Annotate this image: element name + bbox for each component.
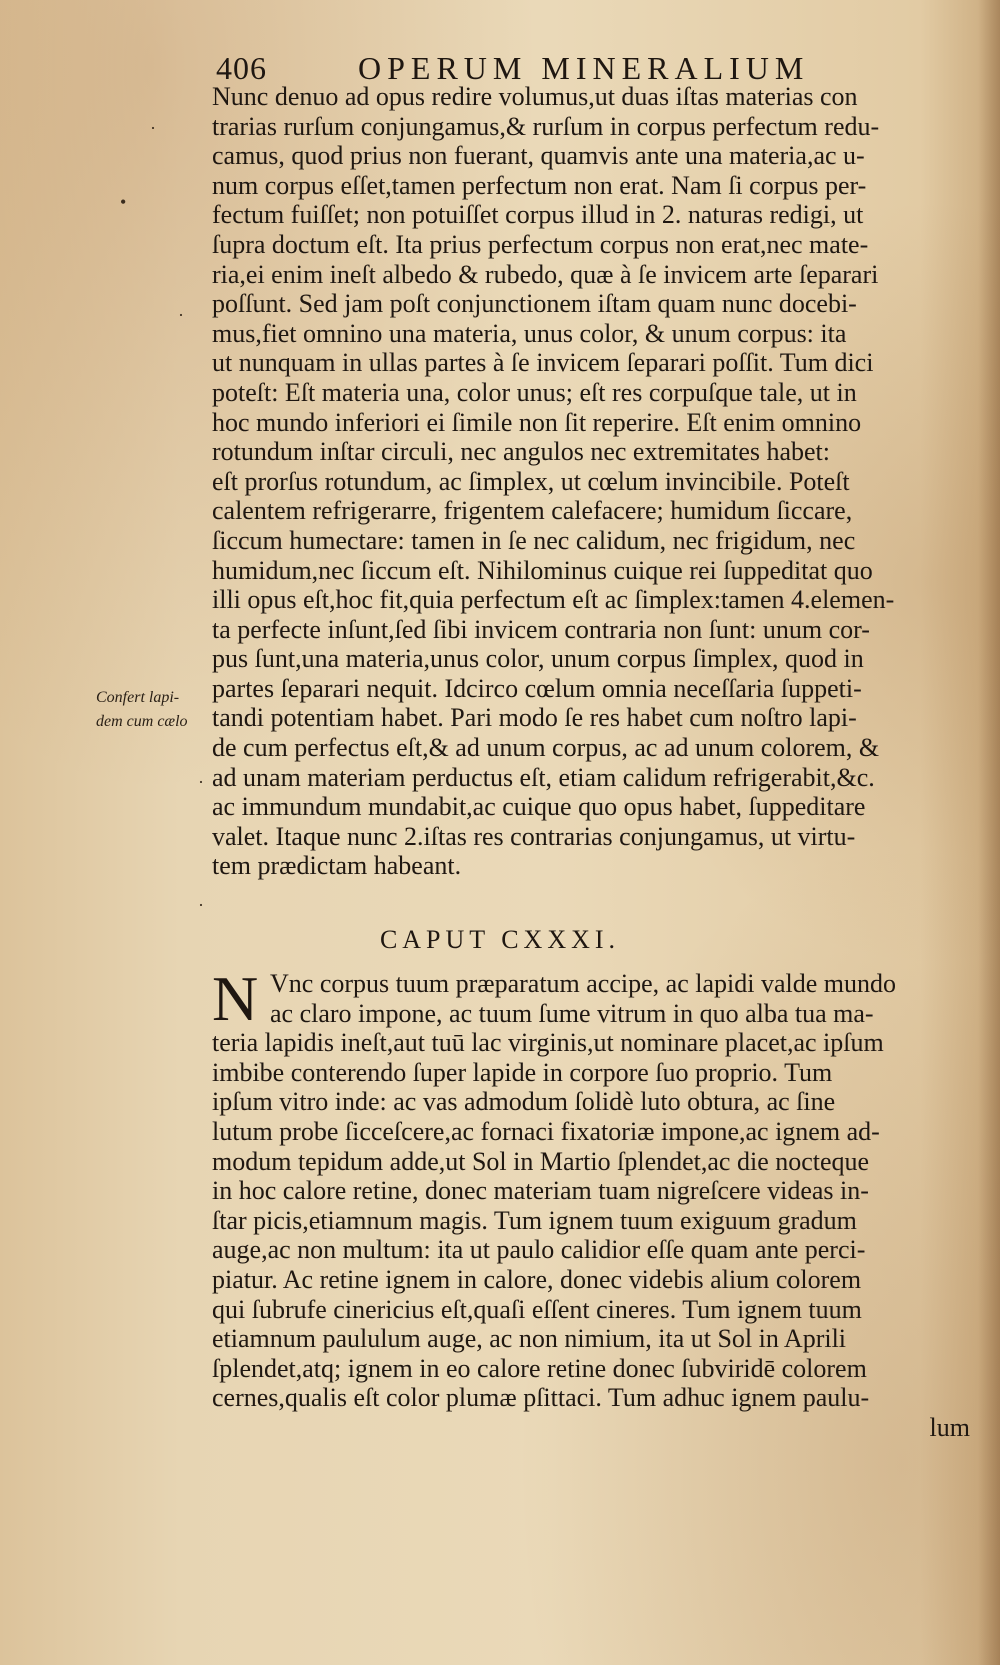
text-line: ac claro impone, ac tuum ſume vitrum in quo alba tua ma-	[270, 998, 874, 1028]
text-line: hoc mundo inferiori ei ſimile non ſit reperire. Eſt enim omnino	[212, 407, 862, 437]
text-line: camus, quod prius non fuerant, quamvis ante una materia,ac u-	[212, 141, 865, 171]
paragraph-2	[212, 963, 970, 1443]
chapter-heading: CAPUT CXXXI.	[379, 925, 621, 954]
text-line: cernes,qualis eſt color plumæ pſittaci. Tum adhuc ignem paulu-	[212, 1383, 870, 1413]
text-line: rotundum inſtar circuli, nec angulos nec extremitates habet:	[212, 437, 831, 467]
text-line: humidum,nec ſiccum eſt. Nihilominus cuique rei ſuppeditat quo	[212, 555, 873, 585]
text-line: tem prædictam habeant.	[212, 851, 462, 881]
marginal-note-line: Confert lapi-	[96, 689, 180, 706]
text-line: ac immundum mundabit,ac cuique quo opus habet, ſuppeditare	[212, 792, 866, 822]
text-line: ria,ei enim ineſt albedo & rubedo, quæ à ſe invicem arte ſeparari	[212, 259, 879, 289]
text-line: etiamnum paululum auge, ac non nimium, ita ut Sol in Aprili	[212, 1324, 847, 1354]
text-line: illi opus eſt,hoc fit,quia perfectum eſt ac ſimplex:tamen 4.elemen-	[212, 585, 895, 615]
text-line: ut nunquam in ullas partes à ſe invicem ſeparari poſſit. Tum dici	[212, 348, 874, 378]
text-line: fectum fuiſſet; non potuiſſet corpus illud in 2. naturas redigi, ut	[212, 200, 864, 230]
text-line: in hoc calore retine, donec materiam tuam nigreſcere videas in-	[212, 1176, 869, 1206]
text-line: tandi potentiam habet. Pari modo ſe res habet cum noſtro lapi-	[212, 703, 857, 733]
text-line: piatur. Ac retine ignem in calore, donec videbis alium colorem	[212, 1264, 862, 1294]
margin-mark: •	[120, 192, 127, 212]
text-line: Vnc corpus tuum præparatum accipe, ac lapidi valde mundo	[270, 969, 896, 998]
text-line: ſtar picis,etiamnum magis. Tum ignem tuum exiguum gradum	[212, 1205, 857, 1235]
margin-mark: ·	[150, 118, 156, 138]
text-line: auge,ac non multum: ita ut paulo calidior eſſe quam ante perci-	[212, 1235, 866, 1265]
text-line: ad unam materiam perductus eſt, etiam calidum refrigerabit,&c.	[212, 762, 875, 792]
drop-cap: N	[212, 963, 259, 1034]
text-line: ſupra doctum eſt. Ita prius perfectum corpus non erat,nec mate-	[212, 229, 869, 259]
text-line: num corpus eſſet,tamen perfectum non erat. Nam ſi corpus per-	[212, 170, 867, 200]
text-line: modum tepidum adde,ut Sol in Martio ſplendet,ac die nocteque	[212, 1146, 870, 1176]
page-number: 406	[216, 50, 267, 86]
text-line: trarias rurſum conjungamus,& rurſum in corpus perfectum redu-	[212, 111, 880, 141]
text-line: poteſt: Eſt materia una, color unus; eſt res corpuſque tale, ut in	[212, 377, 857, 407]
text-line: ſplendet,atq; ignem in eo calore retine donec ſubviridē colorem	[212, 1353, 867, 1383]
marginal-note	[96, 686, 206, 734]
text-line: partes ſeparari nequit. Idcirco cœlum omnia neceſſaria ſuppeti-	[212, 673, 862, 703]
text-line: pus ſunt,una materia,unus color, unum corpus ſimplex, quod in	[212, 644, 864, 674]
text-line: poſſunt. Sed jam poſt conjunctionem iſtam quam nunc docebi-	[212, 289, 857, 319]
text-line: ſiccum humectare: tamen in ſe nec calidum, nec frigidum, nec	[212, 525, 856, 555]
text-line: teria lapidis ineſt,aut tuū lac virginis,ut nominare placet,ac ipſum	[212, 1028, 884, 1058]
margin-mark: ·	[178, 305, 184, 325]
margin-mark: ·	[198, 772, 204, 792]
text-line: mus,fiet omnino una materia, unus color, & unum corpus: ita	[212, 318, 847, 348]
page-edge-shadow	[978, 0, 1000, 1665]
catchword: lum	[929, 1412, 970, 1442]
text-line: eſt prorſus rotundum, ac ſimplex, ut cœlum invincibile. Poteſt	[212, 466, 850, 496]
text-line: imbibe conterendo ſuper lapide in corpore ſuo proprio. Tum	[212, 1057, 833, 1087]
text-line: valet. Itaque nunc 2.iſtas res contrarias conjungamus, ut virtu-	[212, 821, 856, 851]
text-line: calentem refrigerarre, frigentem calefacere; humidum ſiccare,	[212, 496, 853, 526]
marginal-note-line: dem cum cælo	[96, 713, 188, 730]
text-line: lutum probe ſicceſcere,ac fornaci fixatoriæ impone,ac ignem ad-	[212, 1116, 880, 1146]
text-line: ta perfecte inſunt,ſed ſibi invicem contraria non ſunt: unum cor-	[212, 614, 870, 644]
text-line: de cum perfectus eſt,& ad unum corpus, ac ad unum colorem, &	[212, 733, 880, 763]
paragraph-1	[212, 82, 970, 881]
text-line: ipſum vitro inde: ac vas admodum ſolidè luto obtura, ac ſine	[212, 1087, 836, 1117]
running-title: OPERUM MINERALIUM	[358, 50, 810, 86]
text-line: qui ſubrufe cinericius eſt,quaſi eſſent cineres. Tum ignem tuum	[212, 1294, 862, 1324]
text-line: Nunc denuo ad opus redire volumus,ut duas iſtas materias con	[212, 82, 858, 111]
margin-mark: ·	[198, 895, 204, 915]
